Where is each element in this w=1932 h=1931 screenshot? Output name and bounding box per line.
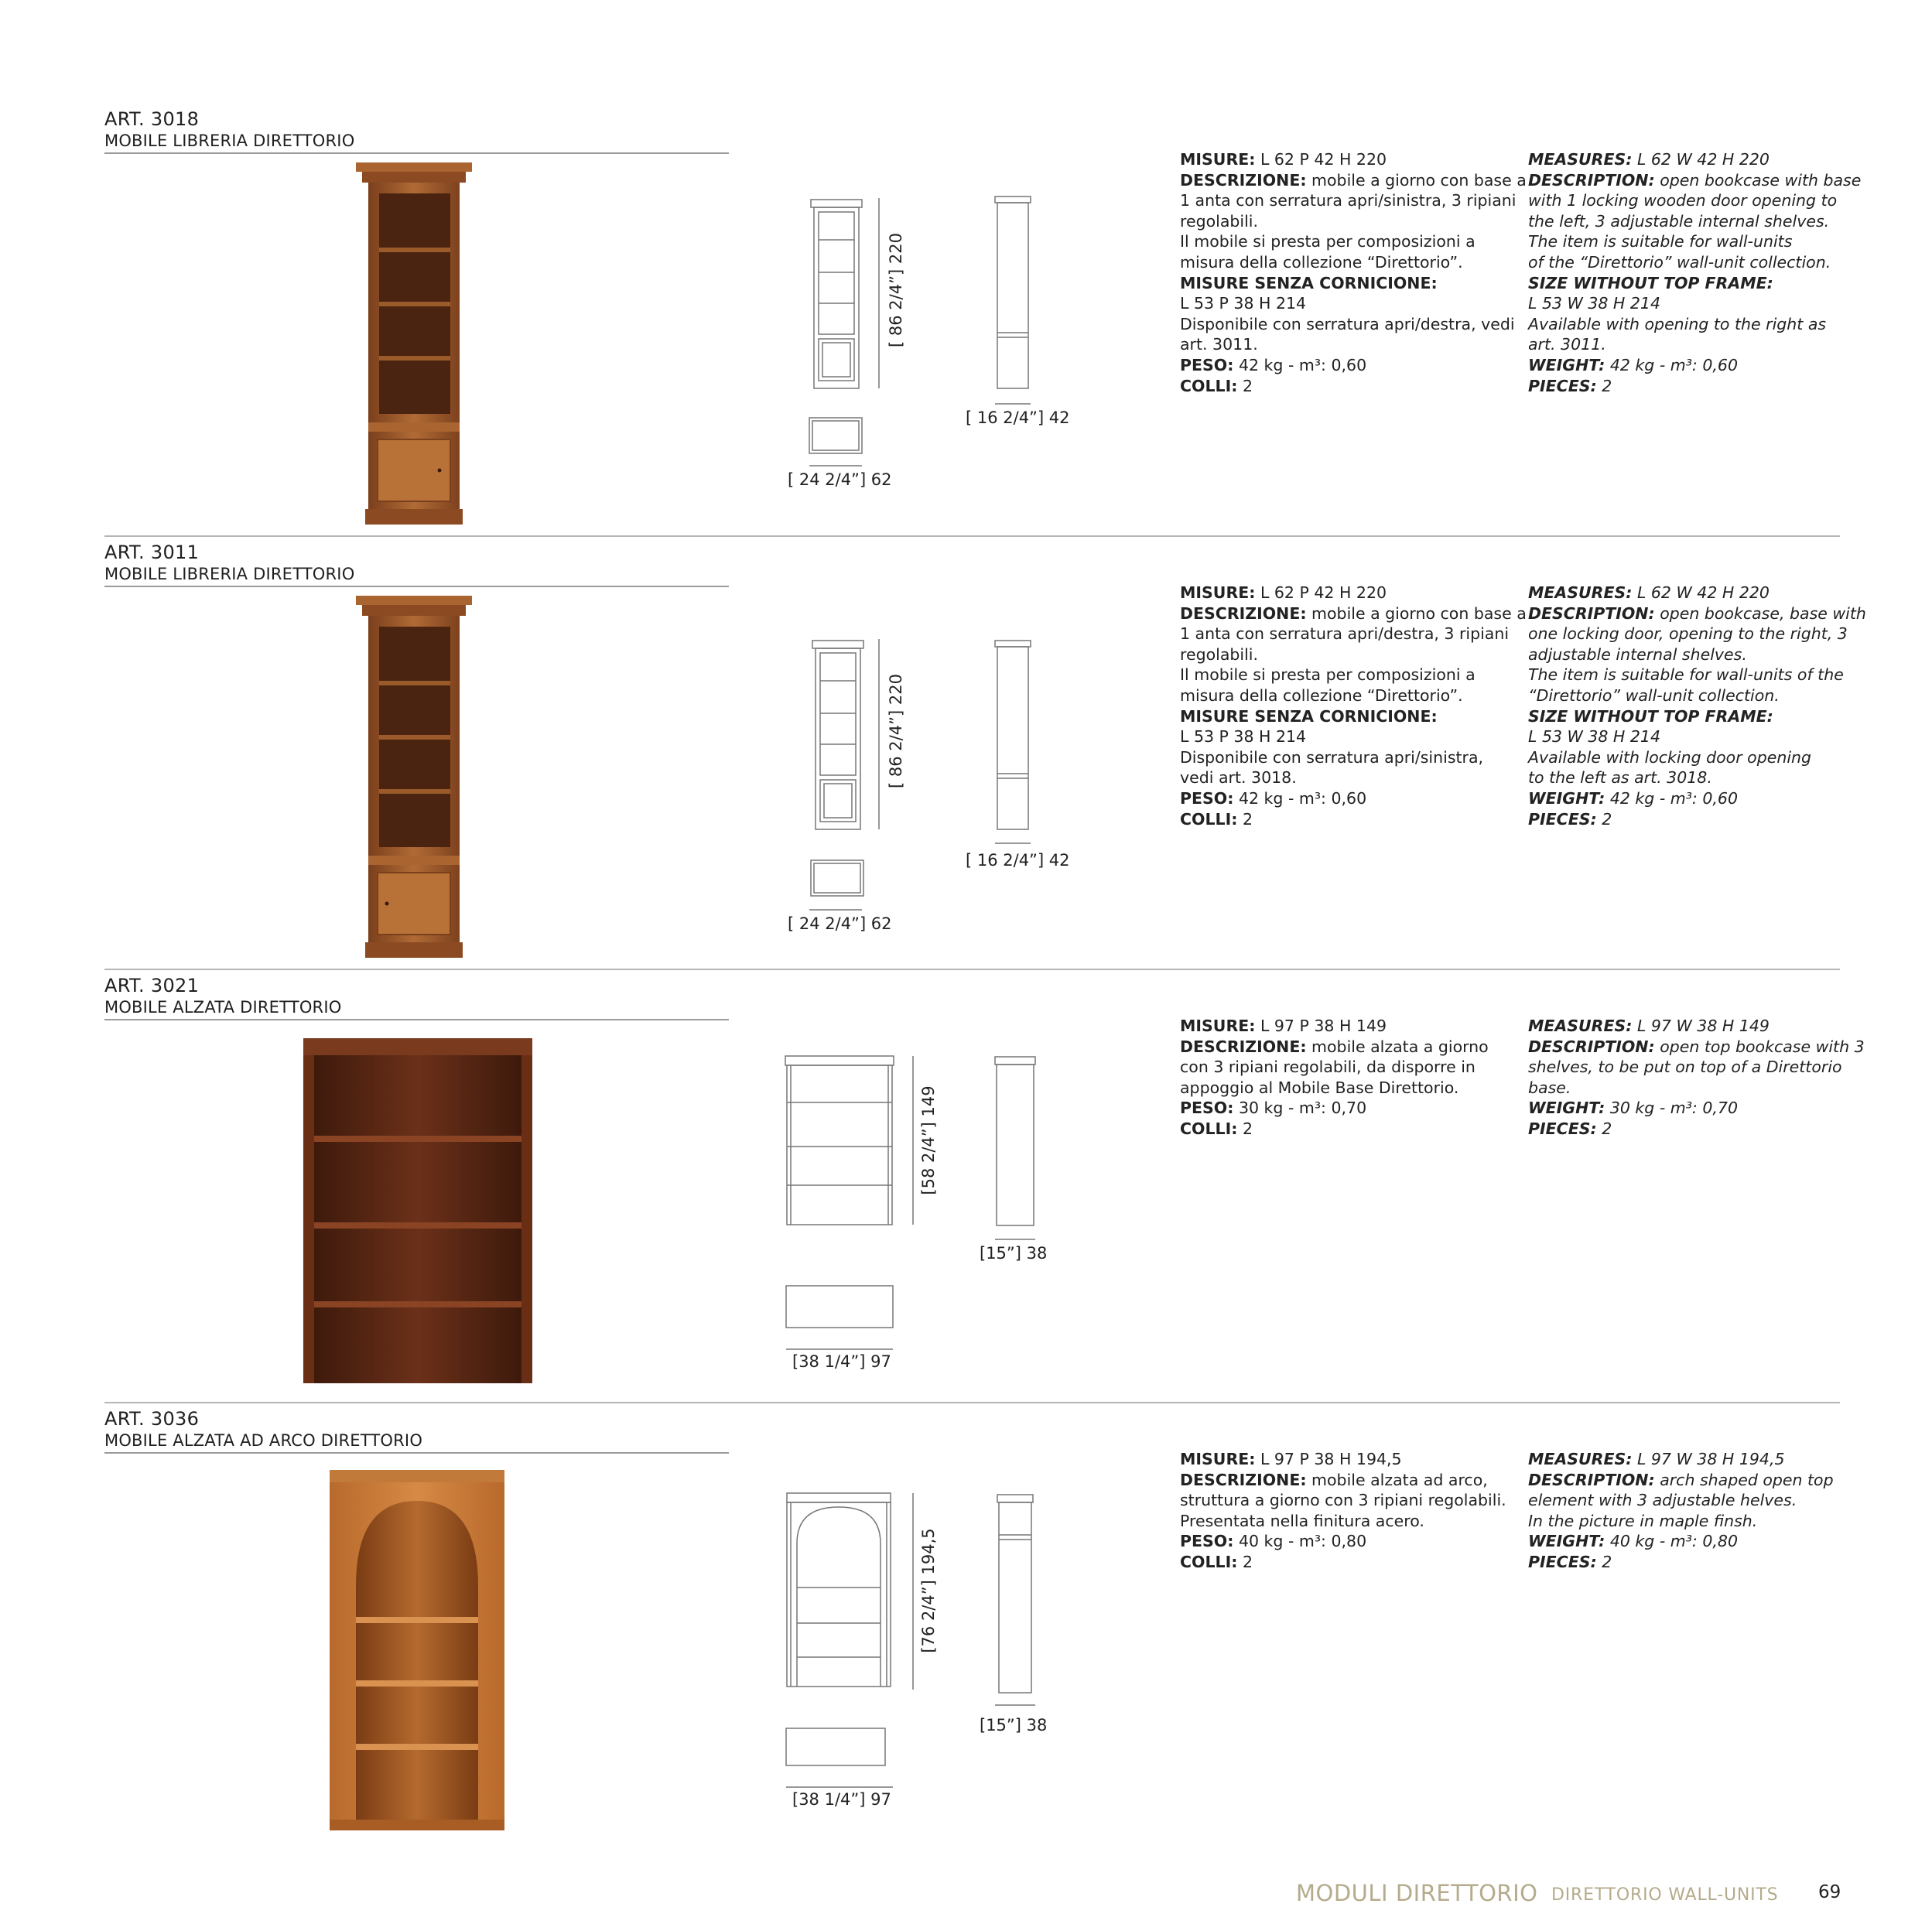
spec-line: art. 3011. [1528,335,1606,354]
spec-line: DESCRIPTION: arch shaped open top [1528,1470,1834,1489]
section-divider [104,535,1840,537]
english-description [1528,149,1862,396]
spec-line: struttura a giorno con 3 ripiani regolabili. [1180,1491,1506,1510]
page-footer [1296,1880,1841,1911]
dimension-depth: [15”] 38 [980,1716,1048,1734]
spec-line: element with 3 adjustable helves. [1528,1491,1797,1510]
dimension-depth: [ 16 2/4”] 42 [966,408,1070,427]
spec-line: Disponibile con serratura apri/destra, vedi [1180,314,1515,333]
spec-line: Available with opening to the right as [1528,314,1827,333]
spec-line: “Direttorio” wall-unit collection. [1528,685,1780,705]
spec-line: L 53 P 38 H 214 [1180,294,1307,313]
article-name: MOBILE ALZATA DIRETTORIO [104,998,342,1017]
spec-line: MISURE: L 97 P 38 H 149 [1180,1017,1387,1035]
dimension-depth: [ 16 2/4”] 42 [966,851,1070,870]
spec-line: PIECES: 2 [1528,1552,1612,1571]
spec-line: COLLI: 2 [1180,809,1253,829]
spec-line: L 53 W 38 H 214 [1528,727,1660,747]
section-divider [104,969,1840,970]
spec-line: In the picture in maple finsh. [1528,1511,1758,1530]
dimension-height: [ 86 2/4”] 220 [887,233,905,347]
technical-drawings [0,108,1161,542]
spec-line: SIZE WITHOUT TOP FRAME: [1528,273,1773,292]
article-section [0,1408,1932,1841]
dimension-height: [ 86 2/4”] 220 [887,674,905,788]
spec-line: MEASURES: L 97 W 38 H 194,5 [1528,1450,1785,1468]
italian-description [1180,583,1527,829]
english-description [1528,583,1866,829]
dimension-height: [58 2/4”] 149 [919,1085,938,1195]
spec-line: DESCRIZIONE: mobile a giorno con base a [1180,603,1527,623]
italian-description [1180,1449,1506,1573]
article-section [0,108,1932,542]
spec-line: with 1 locking wooden door opening to [1528,191,1838,210]
spec-line: regolabili. [1180,211,1259,231]
dimension-width: [ 24 2/4”] 62 [788,914,892,933]
spec-line: Il mobile si presta per composizioni a [1180,665,1476,685]
article-code: ART. 3021 [104,975,200,996]
dimension-width: [38 1/4”] 97 [792,1790,891,1809]
spec-line: vedi art. 3018. [1180,768,1297,788]
article-code: ART. 3036 [104,1408,200,1430]
spec-line: The item is suitable for wall-units [1528,232,1793,251]
spec-line: PIECES: 2 [1528,809,1612,829]
dimension-height: [76 2/4”] 194,5 [919,1528,938,1653]
spec-line: PESO: 42 kg - m³: 0,60 [1180,355,1367,374]
spec-line: misura della collezione “Direttorio”. [1180,685,1463,705]
spec-line: WEIGHT: 42 kg - m³: 0,60 [1528,355,1738,374]
spec-line: misura della collezione “Direttorio”. [1180,252,1463,272]
spec-line: of the “Direttorio” wall-unit collection. [1528,252,1831,272]
spec-line: Il mobile si presta per composizioni a [1180,232,1476,251]
spec-line: DESCRIPTION: open bookcase with base [1528,170,1862,190]
spec-line: PESO: 30 kg - m³: 0,70 [1180,1099,1367,1118]
article-section [0,975,1932,1408]
spec-line: the left, 3 adjustable internal shelves. [1528,211,1830,231]
spec-line: con 3 ripiani regolabili, da disporre in [1180,1058,1476,1077]
page-number: 69 [1818,1882,1841,1902]
spec-line: PIECES: 2 [1528,376,1612,395]
spec-line: DESCRIPTION: open top bookcase with 3 [1528,1037,1865,1056]
spec-line: one locking door, opening to the right, 3 [1528,624,1848,644]
spec-line: Available with locking door opening [1528,747,1812,767]
spec-line: COLLI: 2 [1180,376,1253,395]
spec-line: COLLI: 2 [1180,1119,1253,1138]
spec-line: MEASURES: L 62 W 42 H 220 [1528,150,1770,169]
spec-line: SIZE WITHOUT TOP FRAME: [1528,706,1773,726]
article-code: ART. 3011 [104,542,200,563]
spec-line: DESCRIPTION: open bookcase, base with [1528,603,1866,623]
spec-line: to the left as art. 3018. [1528,768,1712,788]
article-code: ART. 3018 [104,108,200,130]
spec-line: DESCRIZIONE: mobile alzata ad arco, [1180,1470,1488,1489]
spec-line: MEASURES: L 62 W 42 H 220 [1528,583,1770,602]
dimension-width: [ 24 2/4”] 62 [788,470,892,489]
italian-description [1180,1016,1497,1140]
spec-line: PESO: 40 kg - m³: 0,80 [1180,1532,1367,1551]
spec-line: 1 anta con serratura apri/destra, 3 ripiani [1180,624,1510,644]
spec-line: PIECES: 2 [1528,1119,1612,1138]
dimension-depth: [15”] 38 [980,1244,1048,1263]
spec-line: DESCRIZIONE: mobile alzata a giorno [1180,1037,1489,1056]
spec-line: WEIGHT: 40 kg - m³: 0,80 [1528,1532,1738,1551]
spec-line: art. 3011. [1180,335,1258,354]
dimension-width: [38 1/4”] 97 [792,1352,891,1371]
spec-line: adjustable internal shelves. [1528,644,1747,664]
spec-line: Presentata nella finitura acero. [1180,1511,1424,1530]
spec-line: shelves, to be put on top of a Direttorio [1528,1058,1842,1077]
spec-line: Disponibile con serratura apri/sinistra, [1180,747,1484,767]
article-name: MOBILE ALZATA AD ARCO DIRETTORIO [104,1431,423,1450]
footer-title: MODULI DIRETTORIO [1296,1880,1538,1906]
spec-line: MEASURES: L 97 W 38 H 149 [1528,1017,1770,1035]
technical-drawings [0,975,1161,1408]
article-section [0,542,1932,975]
technical-drawings [0,1408,1161,1841]
spec-line: MISURE SENZA CORNICIONE: [1180,706,1438,726]
spec-line: appoggio al Mobile Base Direttorio. [1180,1078,1459,1097]
article-name: MOBILE LIBRERIA DIRETTORIO [104,565,355,583]
english-description [1528,1016,1865,1140]
spec-line: MISURE: L 97 P 38 H 194,5 [1180,1450,1402,1468]
spec-line: WEIGHT: 42 kg - m³: 0,60 [1528,788,1738,808]
footer-subtitle: DIRETTORIO WALL-UNITS [1551,1885,1779,1905]
spec-line: base. [1528,1078,1571,1097]
italian-description [1180,149,1527,396]
technical-drawings [0,542,1161,975]
section-divider [104,1402,1840,1403]
english-description [1528,1449,1845,1573]
spec-line: MISURE SENZA CORNICIONE: [1180,273,1438,292]
spec-line: WEIGHT: 30 kg - m³: 0,70 [1528,1099,1738,1118]
spec-line: COLLI: 2 [1180,1552,1253,1571]
spec-line: MISURE: L 62 P 42 H 220 [1180,150,1387,169]
spec-line: 1 anta con serratura apri/sinistra, 3 ripiani [1180,191,1517,210]
spec-line: MISURE: L 62 P 42 H 220 [1180,583,1387,602]
spec-line: L 53 P 38 H 214 [1180,727,1307,747]
spec-line: The item is suitable for wall-units of the [1528,665,1844,685]
spec-line: regolabili. [1180,644,1259,664]
spec-line: DESCRIZIONE: mobile a giorno con base a [1180,170,1527,190]
spec-line: L 53 W 38 H 214 [1528,294,1660,313]
spec-line: PESO: 42 kg - m³: 0,60 [1180,788,1367,808]
article-name: MOBILE LIBRERIA DIRETTORIO [104,132,355,150]
